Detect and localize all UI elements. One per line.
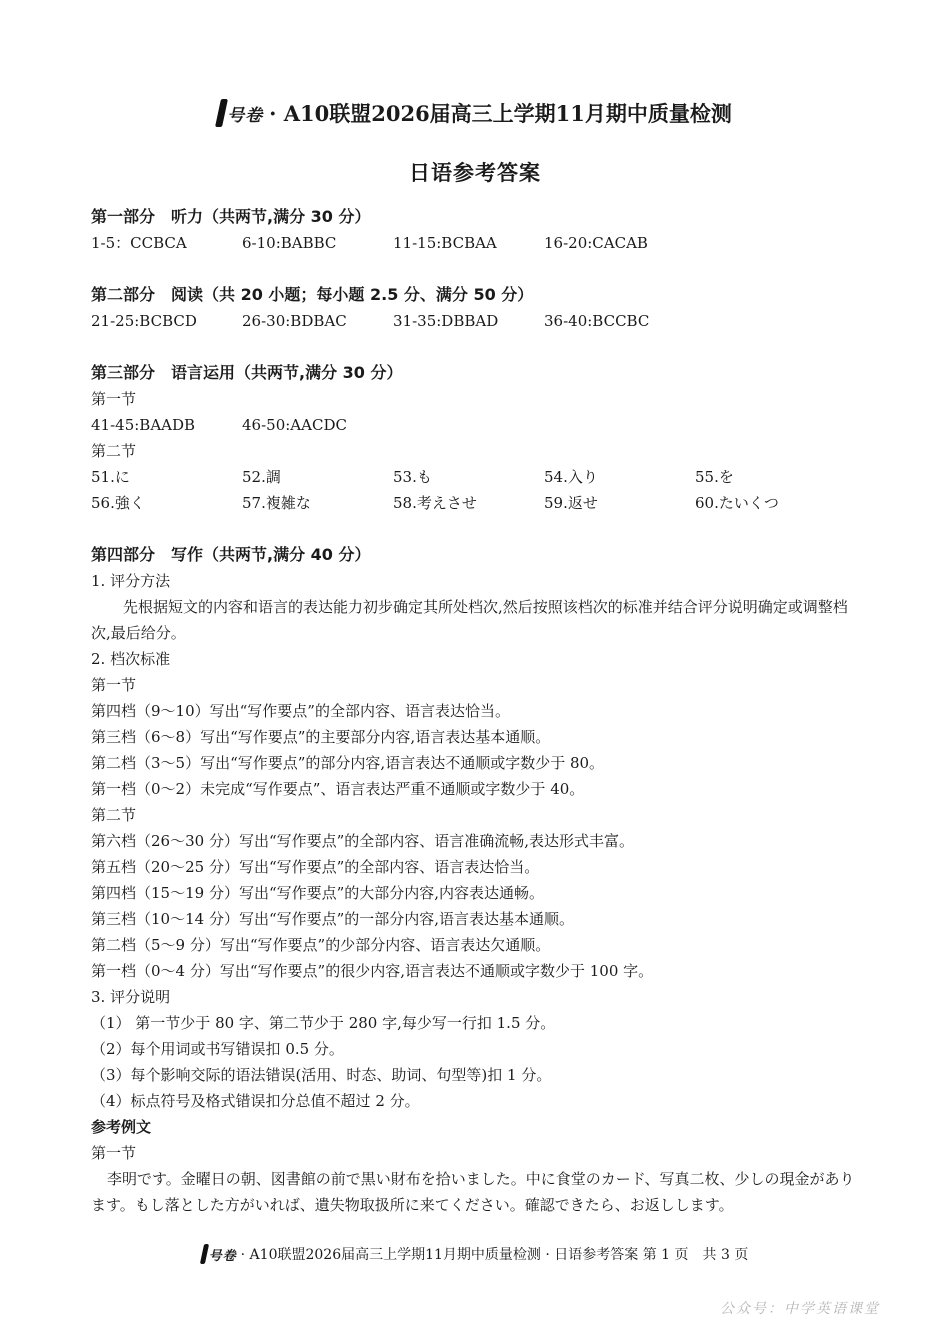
watermark: 公众号：中学英语课堂 (720, 1301, 880, 1317)
scoring-note: （4）标点符号及格式错误扣分总值不超过 2 分。 (91, 1092, 420, 1110)
standard-line: 第三档（6～8）写出“写作要点”的主要部分内容,语言表达基本通顺。 (91, 728, 551, 746)
scoring-note: （2）每个用词或书写错误扣 0.5 分。 (91, 1040, 344, 1058)
part2-answers (91, 308, 866, 334)
logo-text: 号卷 (227, 105, 264, 126)
standard-line: 第六档（26～30 分）写出“写作要点”的全部内容、语言准确流畅,表达形式丰富。 (91, 832, 635, 850)
answer-group: 31-35:DBBAD (393, 312, 499, 330)
standard-line: 第二档（5～9 分）写出“写作要点”的少部分内容、语言表达欠通顺。 (91, 936, 551, 954)
page-footer (0, 1244, 950, 1264)
standard-section1-label: 第一节 (91, 676, 137, 694)
footer-logo-text: 号卷 (208, 1248, 237, 1264)
scoring-note: （1） 第一节少于 80 字、第二节少于 280 字,每少写一行扣 1.5 分。 (91, 1014, 556, 1032)
answer-item: 57.複雑な (242, 494, 311, 512)
answer-item: 55.を (695, 468, 734, 486)
answer-group: 21-25:BCBCD (91, 312, 197, 330)
answer-item: 60.たいくつ (695, 494, 779, 512)
answer-item: 53.も (393, 468, 432, 486)
answer-item: 58.考えさせ (393, 494, 477, 512)
standard-line: 第一档（0～2）未完成“写作要点”、语言表达严重不通顺或字数少于 40。 (91, 780, 585, 798)
grade-standard-label: 2. 档次标准 (91, 650, 171, 668)
brand-logo (218, 99, 263, 127)
answer-item: 59.返せ (544, 494, 598, 512)
part3-section2-label: 第二节 (91, 442, 137, 460)
scoring-method-text: 先根据短文的内容和语言的表达能力初步确定其所处档次,然后按照该档次的标准并结合评分说明确定或调整档次,最后给分。 (91, 598, 848, 642)
header (0, 98, 950, 187)
standard-line: 第五档（20～25 分）写出“写作要点”的全部内容、语言表达恰当。 (91, 858, 540, 876)
part3-section1-answers (91, 412, 866, 438)
answer-item: 51.に (91, 468, 130, 486)
part1-title: 第一部分 听力（共两节,满分 30 分） (91, 207, 371, 226)
footer-text: · A10联盟2026届高三上学期11月期中质量检测 · 日语参考答案 第 1 页 共 3 页 (240, 1247, 749, 1263)
answer-group: 36-40:BCCBC (544, 312, 650, 330)
answer-group: 16-20:CACAB (544, 234, 648, 252)
part3-title: 第三部分 语言运用（共两节,满分 30 分） (91, 363, 403, 382)
standard-line: 第一档（0～4 分）写出“写作要点”的很少内容,语言表达不通顺或字数少于 100 字。 (91, 962, 654, 980)
standard-line: 第四档（9～10）写出“写作要点”的全部内容、语言表达恰当。 (91, 702, 510, 720)
example-label: 参考例文 (91, 1118, 152, 1136)
answer-item: 56.強く (91, 494, 145, 512)
exam-title: · A10联盟2026届高三上学期11月期中质量检测 (269, 101, 732, 126)
document-subtitle: 日语参考答案 (409, 160, 541, 185)
exam-title-line (218, 98, 732, 128)
part3-section2-row2 (91, 490, 866, 516)
part4-title: 第四部分 写作（共两节,满分 40 分） (91, 545, 371, 564)
answer-group: 11-15:BCBAA (393, 234, 497, 252)
answer-group: 26-30:BDBAC (242, 312, 347, 330)
logo-stroke-icon (200, 1244, 209, 1264)
footer-logo (202, 1244, 237, 1264)
example-section1-label: 第一节 (91, 1144, 137, 1162)
standard-line: 第四档（15～19 分）写出“写作要点”的大部分内容,内容表达通畅。 (91, 884, 545, 902)
standard-section2-label: 第二节 (91, 806, 137, 824)
part2-title: 第二部分 阅读（共 20 小题；每小题 2.5 分、满分 50 分） (91, 285, 534, 304)
scoring-notes-label: 3. 评分说明 (91, 988, 171, 1006)
answer-group: 6-10:BABBC (242, 234, 337, 252)
part1-answers (91, 230, 866, 256)
answer-item: 54.入り (544, 468, 598, 486)
scoring-method-label: 1. 评分方法 (91, 572, 171, 590)
standard-line: 第二档（3～5）写出“写作要点”的部分内容,语言表达不通顺或字数少于 80。 (91, 754, 605, 772)
answer-content (91, 204, 866, 1218)
part3-section1-label: 第一节 (91, 390, 137, 408)
answer-item: 52.調 (242, 468, 281, 486)
part3-section2-row1 (91, 464, 866, 490)
scoring-note: （3）每个影响交际的语法错误(活用、时态、助词、句型等)扣 1 分。 (91, 1066, 552, 1084)
standard-line: 第三档（10～14 分）写出“写作要点”的一部分内容,语言表达基本通顺。 (91, 910, 575, 928)
answer-group: 46-50:AACDC (242, 416, 347, 434)
answer-group: 41-45:BAADB (91, 416, 196, 434)
answer-group: 1-5：CCBCA (91, 234, 187, 252)
example-text: 李明です。金曜日の朝、図書館の前で黒い財布を拾いました。中に食堂のカード、写真二枚、少しの現金があります。もし落とした方がいれば、遺失物取扱所に来てください。確認できたら、お返しします。 (91, 1170, 855, 1214)
